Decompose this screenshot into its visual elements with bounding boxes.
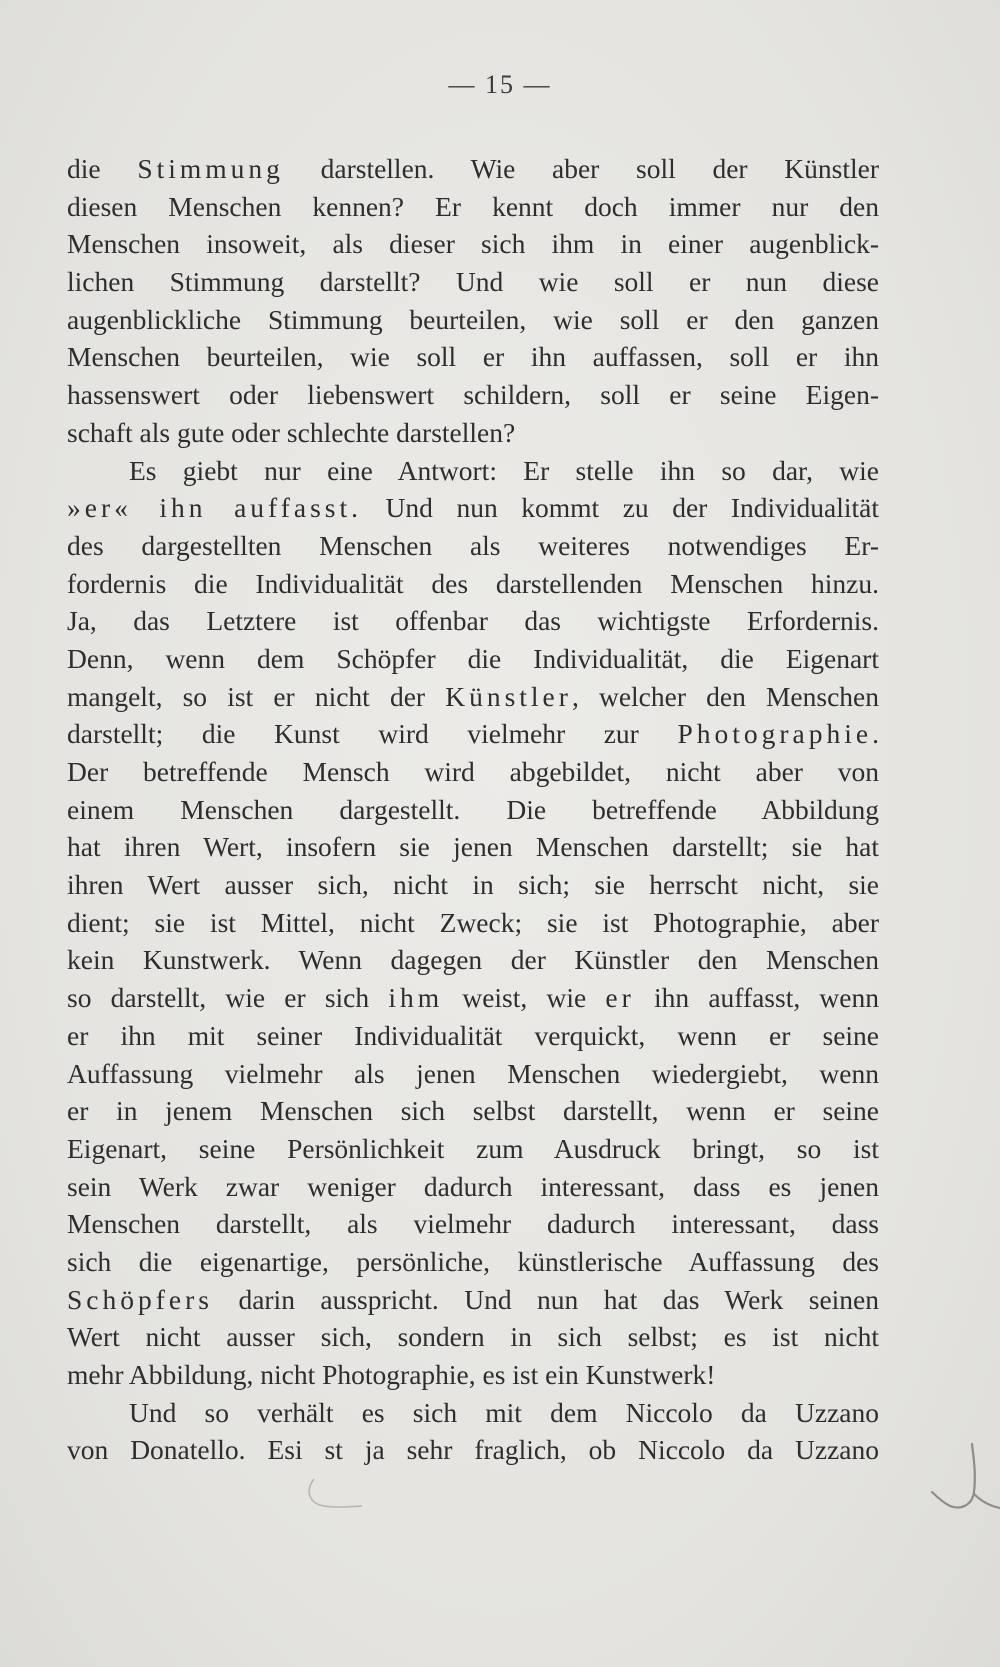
spaced-emphasis: Künstler xyxy=(445,680,572,712)
spaced-emphasis: »er« ihn auffasst. xyxy=(67,492,362,524)
text-line xyxy=(67,1318,879,1356)
text-segment: er ihn mit seiner Individualität verquickt, wenn er seine xyxy=(67,1019,879,1051)
text-segment: die xyxy=(67,153,138,184)
text-line xyxy=(67,1281,879,1319)
text-segment: augenblickliche Stimmung beurteilen, wie soll er den ganzen xyxy=(67,303,879,335)
text-segment: ihn auffasst, wenn xyxy=(634,982,880,1014)
text-segment: ihren Wert ausser sich, nicht in sich; sie herrscht nicht, sie xyxy=(67,869,879,901)
text-segment: lichen Stimmung darstellt? Und wie soll er nun diese xyxy=(67,266,879,298)
text-segment: kein Kunstwerk. Wenn dagegen der Künstler den Menschen xyxy=(67,944,879,976)
text-segment: darstellt; die Kunst wird vielmehr zur xyxy=(67,718,678,750)
text-segment: diesen Menschen kennen? Er kennt doch immer nur den xyxy=(67,190,879,222)
text-segment: , welcher den Menschen xyxy=(571,680,879,712)
text-segment: so darstellt, wie er sich xyxy=(67,982,389,1014)
spaced-emphasis: ihm xyxy=(388,982,444,1014)
text-line xyxy=(67,1017,879,1055)
text-line xyxy=(67,1431,879,1469)
spaced-emphasis: er xyxy=(605,982,635,1014)
text-segment: er in jenem Menschen sich selbst darstellt, wenn er seine xyxy=(67,1095,879,1127)
text-line xyxy=(67,1092,879,1130)
text-segment: fordernis die Individualität des darstellenden Menschen hinzu. xyxy=(67,567,879,599)
text-segment: dient; sie ist Mittel, nicht Zweck; sie ist Photographie, aber xyxy=(67,906,879,938)
text-segment: darin ausspricht. Und nun hat das Werk seinen xyxy=(212,1283,879,1315)
body-text xyxy=(67,150,879,1469)
text-segment: Und nun kommt zu der Individualität xyxy=(362,492,880,524)
text-segment: von Donatello. Esi st ja sehr fraglich, ob Niccolo da Uzzano xyxy=(67,1434,879,1466)
text-segment: hassenswert oder liebenswert schildern, soll er seine Eigen- xyxy=(67,379,879,411)
text-line xyxy=(67,979,879,1017)
text-line xyxy=(67,1356,879,1394)
text-segment: mangelt, so ist er nicht der xyxy=(67,680,446,712)
text-segment: Menschen beurteilen, wie soll er ihn auffassen, soll er ihn xyxy=(67,341,879,373)
text-segment: einem Menschen dargestellt. Die betreffende Abbildung xyxy=(67,793,879,825)
text-line xyxy=(67,828,879,866)
spaced-emphasis: Stimmung xyxy=(137,153,284,184)
text-line xyxy=(67,640,879,678)
text-segment: sein Werk zwar weniger dadurch interessant, dass es jenen xyxy=(67,1170,879,1202)
text-segment: Und so verhält es sich mit dem Niccolo da Uzzano xyxy=(129,1396,879,1428)
text-segment: Es giebt nur eine Antwort: Er stelle ihn so dar, wie xyxy=(129,454,879,486)
text-segment: weist, wie xyxy=(443,982,606,1014)
text-line xyxy=(67,1205,879,1243)
text-line xyxy=(67,904,879,942)
text-line xyxy=(67,678,879,716)
text-segment: Menschen darstellt, als vielmehr dadurch interessant, dass xyxy=(67,1208,879,1240)
text-line xyxy=(67,1394,879,1432)
text-line xyxy=(67,263,879,301)
text-line xyxy=(67,1243,879,1281)
text-line xyxy=(67,301,879,339)
text-segment: Auffassung vielmehr als jenen Menschen wiedergiebt, wenn xyxy=(67,1057,879,1089)
text-line xyxy=(67,753,879,791)
text-line xyxy=(67,414,879,452)
text-segment: Eigenart, seine Persönlichkeit zum Ausdruck bringt, so ist xyxy=(67,1132,879,1164)
text-line xyxy=(67,225,879,263)
text-segment: darstellen. Wie aber soll der Künstler xyxy=(283,153,879,184)
text-line xyxy=(67,941,879,979)
text-line xyxy=(67,527,879,565)
text-segment: sich die eigenartige, persönliche, künstlerische Auffassung des xyxy=(67,1245,879,1277)
text-segment: Der betreffende Mensch wird abgebildet, nicht aber von xyxy=(67,756,879,787)
text-segment: . xyxy=(872,718,879,750)
text-line xyxy=(67,1130,879,1168)
text-line xyxy=(67,376,879,414)
spaced-emphasis: Schöpfers xyxy=(67,1283,213,1315)
text-line xyxy=(67,188,879,226)
text-segment: Ja, das Letztere ist offenbar das wichtigste Erfordernis. xyxy=(67,605,879,637)
pencil-mark xyxy=(300,1475,370,1515)
text-line xyxy=(67,150,879,188)
text-line xyxy=(67,489,879,527)
text-segment: Menschen insoweit, als dieser sich ihm in einer augenblick- xyxy=(67,228,879,260)
text-line xyxy=(67,602,879,640)
text-line xyxy=(67,1055,879,1093)
text-line xyxy=(67,791,879,829)
text-line xyxy=(67,1168,879,1206)
spaced-emphasis: Photographie xyxy=(677,718,873,750)
text-segment: Wert nicht ausser sich, sondern in sich selbst; es ist nicht xyxy=(67,1321,879,1353)
text-line xyxy=(67,866,879,904)
page-number: — 15 — xyxy=(448,70,552,99)
text-line xyxy=(67,452,879,490)
text-segment: Denn, wenn dem Schöpfer die Individualität, die Eigenart xyxy=(67,642,879,674)
text-segment: mehr Abbildung, nicht Photographie, es ist ein Kunstwerk! xyxy=(67,1359,716,1390)
margin-mark xyxy=(930,1440,1000,1530)
text-line xyxy=(67,565,879,603)
text-segment: hat ihren Wert, insofern sie jenen Menschen darstellt; sie hat xyxy=(67,831,879,863)
text-segment: schaft als gute oder schlechte darstellen? xyxy=(67,416,516,448)
text-line xyxy=(67,715,879,753)
text-segment: des dargestellten Menschen als weiteres notwendiges Er- xyxy=(67,529,879,561)
text-line xyxy=(67,338,879,376)
